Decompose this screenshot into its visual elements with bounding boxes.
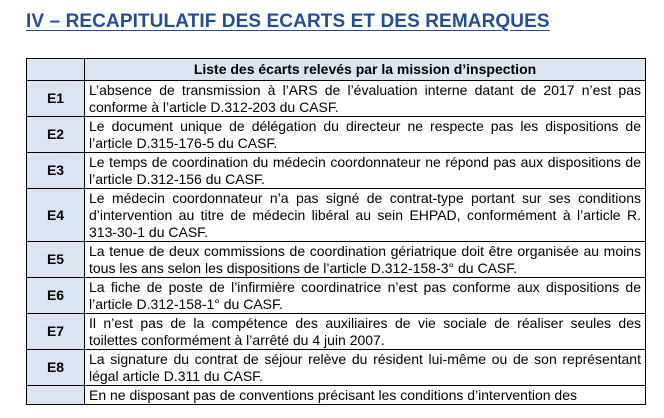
- ecart-code: [27, 386, 85, 405]
- ecart-text: En ne disposant pas de conventions précisant les conditions d’intervention des: [85, 386, 646, 405]
- ecart-text: La fiche de poste de l’infirmière coordinatrice n’est pas conforme aux dispositions de l’article D.312-158-1° du CASF.: [85, 278, 646, 314]
- ecart-code: E3: [27, 153, 85, 189]
- table-row: [27, 314, 646, 350]
- table-header-row: [27, 59, 646, 81]
- table-row: [27, 153, 646, 189]
- ecart-text: La tenue de deux commissions de coordination gériatrique doit être organisée au moins tous les ans selon les dispositions de l’article D.312-158-3° du CASF.: [85, 242, 646, 278]
- ecart-text: Le document unique de délégation du directeur ne respecte pas les dispositions de l’article D.315-176-5 du CASF.: [85, 117, 646, 153]
- ecart-code: E4: [27, 189, 85, 242]
- table-row: [27, 242, 646, 278]
- ecart-text: Il n’est pas de la compétence des auxiliaires de vie sociale de réaliser seules des toilettes conformément à l’arrêté du 4 juin 2007.: [85, 314, 646, 350]
- ecart-code: E5: [27, 242, 85, 278]
- table-row: [27, 189, 646, 242]
- ecarts-table: [26, 58, 646, 405]
- table-row: [27, 81, 646, 117]
- table-row: [27, 350, 646, 386]
- ecart-text: L’absence de transmission à l’ARS de l’évaluation interne datant de 2017 n’est pas conforme à l’article D.312-203 du CASF.: [85, 81, 646, 117]
- table-header: Liste des écarts relevés par la mission d’inspection: [85, 59, 646, 81]
- ecart-text: Le médecin coordonnateur n’a pas signé de contrat-type portant sur ses conditions d’intervention au titre de médecin libéral au sein EHPAD, conformément à l’article R. 313-30-1 du CASF.: [85, 189, 646, 242]
- ecart-text: La signature du contrat de séjour relève du résident lui-même ou de son représentant légal article D.311 du CASF.: [85, 350, 646, 386]
- ecart-code: E8: [27, 350, 85, 386]
- table-row: [27, 386, 646, 405]
- table-header-empty: [27, 59, 85, 81]
- ecart-text: Le temps de coordination du médecin coordonnateur ne répond pas aux dispositions de l’article D.312-156 du CASF.: [85, 153, 646, 189]
- section-title: IV – RECAPITULATIF DES ECARTS ET DES REMARQUES: [26, 11, 550, 32]
- ecart-code: E7: [27, 314, 85, 350]
- ecart-code: E2: [27, 117, 85, 153]
- ecart-code: E1: [27, 81, 85, 117]
- ecart-code: E6: [27, 278, 85, 314]
- table-row: [27, 117, 646, 153]
- table-row: [27, 278, 646, 314]
